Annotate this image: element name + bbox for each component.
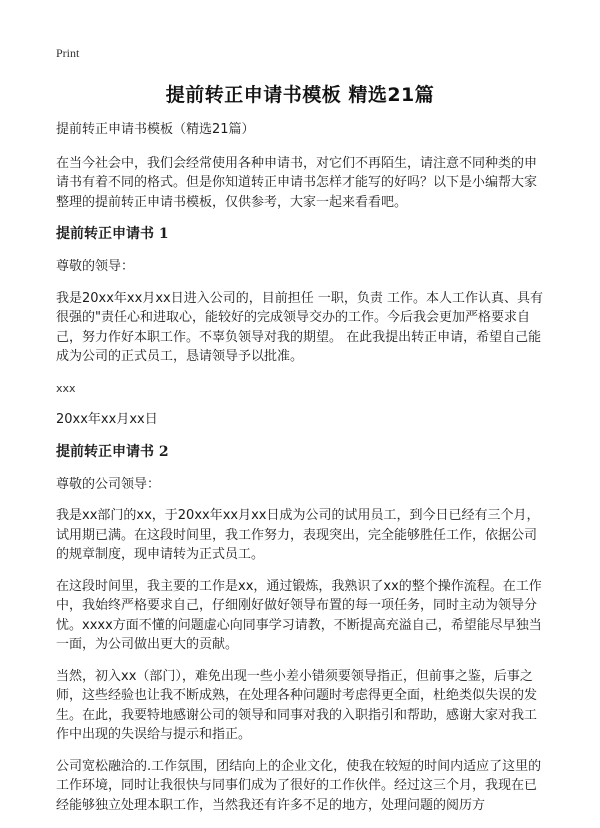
section-2-heading: 提前转正申请书 2 bbox=[56, 443, 169, 460]
section-2-paragraph: 当然，初入xx（部门），难免出现一些小差小错须要领导指正，但前事之鉴，后事之师，这些经验也让我不断成熟，在处理各种问题时考虑得更全面，杜绝类似失误的发生。在此，我要特地感谢公司的领导和同事对我的入职指引和帮助，感谢大家对我工作中出现的失误给与提示和指正。 bbox=[56, 668, 538, 742]
print-label: Print bbox=[56, 46, 80, 60]
section-1-heading: 提前转正申请书 1 bbox=[56, 226, 169, 242]
section-1-signature: xxx bbox=[56, 381, 76, 395]
document-body bbox=[56, 120, 546, 827]
intro-paragraph: 在当今社会中，我们会经常使用各种申请书，对它们不再陌生，请注意不同种类的申请书有着不同的格式。但是你知道转正申请书怎样才能写的好吗？以下是小编帮大家整理的提前转正申请书模板，仅供参考，大家一起来看看吧。 bbox=[56, 155, 538, 210]
section-1-greeting: 尊敬的领导： bbox=[56, 259, 135, 274]
section-2-paragraph: 在这段时间里，我主要的工作是xx，通过锻炼，我熟识了xx的整个操作流程。在工作中，我始终严格要求自己，仔细刚好做好领导布置的每一项任务，同时主动为领导分忧。xxxx方面不懂的问题虚心向同事学习请教，不断提高充溢自己，希望能尽早独当一面，为公司做出更大的贡献。 bbox=[56, 578, 542, 652]
section-2-greeting: 尊敬的公司领导： bbox=[56, 476, 161, 492]
section-2-paragraph: 公司宽松融洽的.工作氛围，团结向上的企业文化，使我在较短的时间内适应了这里的工作环境，同时让我很快与同事们成为了很好的工作伙伴。经过这三个月，我现在已经能够独立处理本职工作，当然我还有许多不足的地方，处理问题的阅历方 bbox=[56, 758, 542, 813]
document-subtitle: 提前转正申请书模板（精选21篇） bbox=[56, 122, 255, 137]
section-1-date: 20xx年xx月xx日 bbox=[56, 412, 158, 427]
page-title: 提前转正申请书模板 精选21篇 bbox=[165, 84, 435, 106]
section-2-paragraph: 我是xx部门的xx，于20xx年xx月xx日成为公司的试用员工，到今日已经有三个月，试用期已满。在这段时间里，我工作努力，表现突出，完全能够胜任工作，依据公司的规章制度，现申请转为正式员工。 bbox=[56, 508, 540, 562]
section-1-body: 我是20xx年xx月xx日进入公司的，目前担任 一职，负责 工作。本人工作认真、具有很强的"责任心和进取心，能较好的完成领导交办的工作。今后我会更加严格要求自己，努力作好本职工作。不辜负领导对我的期望。 在此我提出转正申请，希望自己能成为公司的正式员工，恳请领导予以批准。 bbox=[56, 290, 543, 364]
